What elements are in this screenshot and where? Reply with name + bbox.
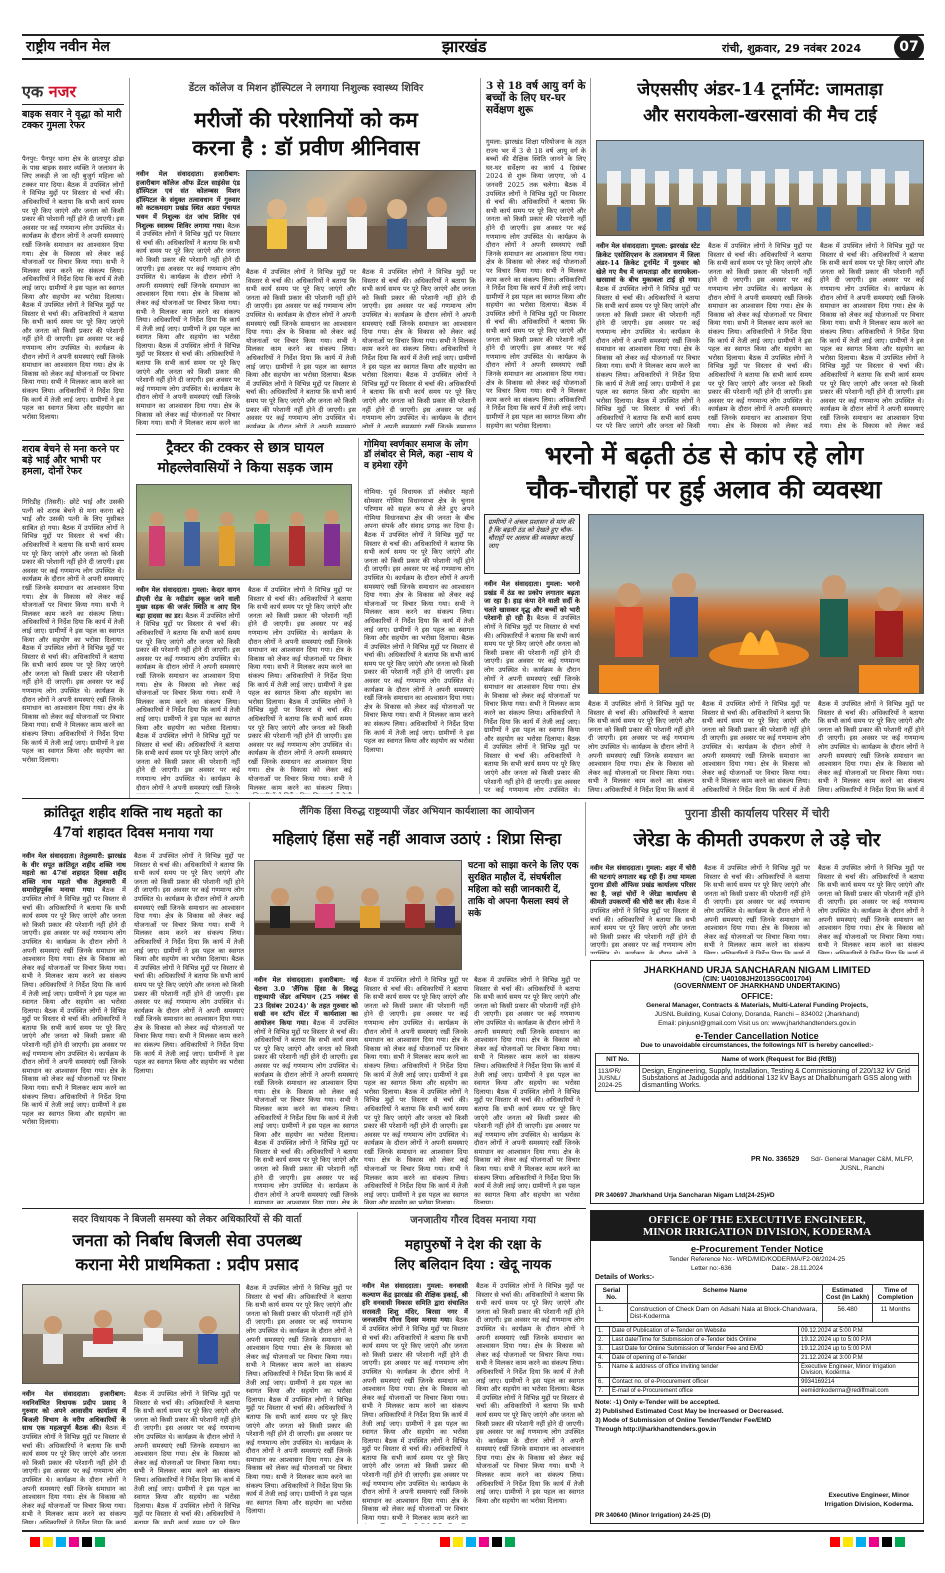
koderma-ref-no: Tender Reference No:- WRD/MID/KODERMA/F2-08/2024-25 (669, 1256, 845, 1263)
jusnl-work-desc: Design, Engineering, Supply, Installation, Testing & Commissioning of 220/132 kV Grid Substations at Jadugoda and additional 132 kV Bays at Dhalbhumgarh GSS along with dismantling Works. (640, 1066, 919, 1092)
color-registration-bar-left (30, 1537, 105, 1547)
ek-nazar-story1-body (22, 155, 124, 435)
dental-body-col2 (246, 268, 356, 428)
bonfire-body-col1 (484, 580, 580, 794)
filler-text (248, 586, 352, 794)
koderma-tender-ad (590, 1210, 924, 1524)
koderma-col-scheme: Scheme Name (628, 1285, 823, 1304)
table-row (596, 1354, 919, 1363)
theft-lead: नवीन मेल संवाददाता। गुमला: शहर में चोरी की घटनाएं लगातार बढ़ रही हैं। तथा मामला पुराना डीसी ऑफिस प्रखंड कार्यालय परिसर का है, जहां चोरों ने जेरेडा कार्यालय से कीमती उपकरणों की चोरी कर ली। (590, 864, 696, 907)
gender-lead: नवीन मेल संवाददाता। हजारीबाग: नई चेतना 3.0 'लैंगिक हिंसा के विरुद्ध राष्ट्रव्यापी जेंडर अभियान (25 नवंबर से 23 दिसंबर 2024)' के तहत गुरुवार को सखी वन स्टॉप सेंटर में कार्यशाला का आयोजन किया गया। (254, 976, 358, 1027)
jusnl-office-line1: General Manager, Contracts & Materials, Multi-Lateral Funding Projects, (646, 1002, 868, 1009)
paper-name: राष्ट्रीय नवीन मेल (26, 39, 110, 55)
filler-text (486, 181, 586, 430)
filler-text (590, 898, 696, 954)
koderma-signatory: Executive Engineer, Minor Irrigation Division, Koderma. (824, 1492, 914, 1508)
bonfire-lead: नवीन मेल संवाददाता। गुमला: भरनो प्रखंड में ठंड का प्रकोप लगातार बढ़ता जा रहा है। हाड़ कंपा देने वाली सर्दी के चलते खासकर वृद्ध और बच्चों को भारी परेशानी हो रही है। (484, 580, 580, 623)
jsca-body-col2 (708, 242, 812, 428)
jsca-team-photo (596, 140, 924, 236)
filler-text (22, 1424, 126, 1524)
masthead (22, 34, 924, 60)
koderma-row-time: 11 Months (873, 1304, 919, 1323)
pradeep-body-col2 (134, 1390, 240, 1524)
dental-camp-photo (246, 170, 476, 262)
ek-nazar-story2-body (22, 498, 124, 794)
color-swatch (30, 1537, 40, 1547)
color-swatch (95, 1537, 105, 1547)
filler-text (134, 852, 244, 1075)
koderma-footer: PR 340640 (Minor Irrigation) 24-25 (D) (595, 1512, 711, 1519)
filler-text (364, 531, 474, 754)
jsca-headline-line1: जेएससीए अंडर-14 टूर्नामेंट: जामताड़ा (637, 80, 883, 100)
jsca-body-col3 (820, 242, 924, 428)
jsca-lead: नवीन मेल संवाददाता। गुमला: झारखंड स्टेट क्रिकेट एसोसिएशन के तत्वावधान में जिला अंडर-14 क्रिकेट टूर्नामेंट में गुरुवार को खेले गए मैच में जामताड़ा और सरायकेला-खरसावां के बीच मुकाबला टाई हो गया। (596, 242, 700, 285)
schedule-label: Date of Publication of e-Tender on Website (610, 1327, 799, 1336)
ek-nazar-prefix: एक (22, 82, 49, 101)
color-swatch (830, 1537, 840, 1547)
color-swatch (882, 1537, 892, 1547)
tractor-body-col2 (248, 586, 352, 794)
gender-headline: महिलाएं हिंसा सहें नहीं आवाज उठाएं : शिप्रा सिन्हा (272, 829, 562, 848)
filler-text (362, 1316, 468, 1524)
ek-nazar-label (22, 80, 124, 102)
column-rule (357, 1212, 358, 1524)
dateline: रांची, शुक्रवार, 29 नवंबर 2024 (722, 42, 862, 55)
koderma-letter-line (595, 1264, 919, 1273)
divider (136, 434, 924, 435)
jusnl-footer: PR 340697 Jharkhand Urja Sancharan Nigam Ltd(24-25)#D (595, 1192, 775, 1199)
pradeep-meeting-photo (22, 1284, 240, 1384)
dental-lead: नवीन मेल संवाददाता। हजारीबाग: हजारीबाग कॉलेज ऑफ डेंटल साइंसेस एंड हॉस्पिटल एवं संत कोलम्बस मिशन हॉस्पिटल के संयुक्त तत्वावधान में गुरुवार को कटकमदाग प्रखंड स्थित अडरा पंचायत भवन में निशुल्क दंत जांच शिविर एवं निशुल्क स्वास्थ्य शिविर लगाया गया। (136, 170, 240, 230)
pradeep-body-col1 (22, 1390, 126, 1524)
schedule-value: 21.12.2024 at 3:00 P.M (799, 1354, 919, 1363)
koderma-office-title-box (591, 1211, 923, 1241)
koderma-schedule-table (595, 1326, 919, 1396)
schedule-no: 6. (596, 1378, 610, 1387)
jusnl-col-work: Name of work (Request for Bid (RfB)) (640, 1054, 919, 1066)
filler-text (364, 976, 468, 1204)
jusnl-col-nit: NIT No. (596, 1054, 640, 1066)
nayak-body-col1 (362, 1282, 468, 1524)
filler-text (136, 222, 240, 428)
schedule-no: 1. (596, 1327, 610, 1336)
koderma-note1: Note: -1) Only e-Tender will be accepted. (595, 1399, 720, 1406)
nayak-headline-line1: महापुरुषों ने देश की रक्षा के (404, 1237, 542, 1253)
gender-workshop-photo (254, 860, 462, 970)
workshop-photo-icon (255, 861, 462, 970)
jusnl-office-line3: Email: pinjusnl@gmail.com Visit us on: www.jharkhandtenders.gov.in (658, 1020, 856, 1027)
page-number: 07 (894, 34, 924, 60)
koderma-row-no: 1. (596, 1304, 628, 1323)
gender-body-col3 (474, 976, 580, 1204)
color-swatch (82, 1537, 92, 1547)
dental-headline-line1: मरीजों की परेशानियों को कम (194, 107, 418, 132)
dental-headline-line2: करना है : डॉ प्रवीण श्रीनिवास (192, 135, 420, 160)
koderma-col-time: Time of Completion (873, 1285, 919, 1304)
color-swatch (440, 1537, 450, 1547)
filler-text (596, 285, 700, 428)
gender-pullquote (468, 860, 580, 970)
schedule-value: 9934169214 (799, 1378, 919, 1387)
jusnl-office-label: OFFICE: (741, 992, 773, 1001)
filler-text (22, 181, 124, 421)
pradeep-kicker: सदर विधायक ने बिजली समस्या को लेकर अधिकारियों से की वार्ता (72, 1214, 302, 1225)
koderma-office-title-line1: OFFICE OF THE EXECUTIVE ENGINEER, (648, 1214, 866, 1226)
dental-body-col3 (362, 268, 476, 428)
theft-headline: जेरेडा के कीमती उपकरण ले उड़े चोर (633, 830, 881, 851)
schedule-no: 2. (596, 1336, 610, 1345)
filler-text (818, 700, 924, 794)
table-row (596, 1304, 919, 1323)
schedule-no: 7. (596, 1387, 610, 1396)
color-swatch (843, 1537, 853, 1547)
schedule-label: Name & address of office inviting tender (610, 1363, 799, 1378)
filler-text (22, 524, 124, 764)
team-photo-icon (597, 141, 924, 236)
theft-body-col1 (590, 864, 696, 954)
ek-nazar-story1-lead: पैनपुर: पैनपुर थाना क्षेत्र के छातापुर ढोढ़ा के पास बाइक सवार व्यक्ति ने जलावन के लिए लकड़ी ले जा रही बुजुर्ग महिला को टक्कर मार दिया। (22, 155, 124, 189)
meeting-photo-icon (23, 1285, 240, 1384)
filler-text (362, 268, 476, 428)
table-row (596, 1345, 919, 1354)
pradeep-body-col3 (246, 1284, 352, 1524)
section-name: झारखंड (442, 37, 487, 56)
color-swatch (492, 1537, 502, 1547)
table-row (596, 1054, 919, 1066)
koderma-notice-title: e-Procurement Tender Notice (690, 1244, 824, 1255)
divider (22, 798, 924, 799)
column-rule (249, 802, 250, 1204)
shaheed-lead: नवीन मेल संवाददाता। तेतुलमारी: झारखंड के वीर सपूत क्रांतिदूत शहीद शक्ति नाथ महतो का 47वां शहादत दिवस शहीद शक्ति नाथ महतो चौक तेतुलमारी में समारोहपूर्वक मनाया गया। (22, 852, 126, 895)
nayak-body-col2 (476, 1282, 584, 1524)
color-swatch (466, 1537, 476, 1547)
jusnl-notice-subtitle: Due to unavoidable circumstances, the followings NIT is hereby cancelled:- (640, 1042, 874, 1049)
gomia-headline: गोमिया स्वर्णकार समाज के लोग डॉ लंबोदर से मिले, कहा -साथ थे व हमेशा रहेंगे (364, 440, 473, 471)
schedule-label: Date of opening of e-Tender (610, 1354, 799, 1363)
filler-text (134, 1390, 240, 1524)
bonfire-pullquote (484, 514, 580, 574)
road-block-photo (136, 484, 352, 580)
koderma-office-title-line2: MINOR IRRIGATION DIVISION, KODERMA (642, 1226, 872, 1238)
shaheed-body-col1 (22, 852, 126, 1204)
color-registration-bar-middle (440, 1537, 515, 1547)
filler-text (254, 1019, 358, 1204)
jusnl-company: JHARKHAND URJA SANCHARAN NIGAM LIMITED (643, 965, 871, 976)
jusnl-pr-no: PR No. 336529 (751, 1156, 800, 1163)
filler-text (136, 612, 240, 794)
jusnl-office-line2: JUSNL Building, Kusai Colony, Doranda, Ranchi – 834002 (Jharkhand) (654, 1011, 860, 1018)
tractor-headline-line1: ट्रैक्टर की टक्कर से छात्र घायल (166, 440, 324, 456)
table-row (596, 1066, 919, 1092)
shaheed-body-col2 (134, 852, 244, 1204)
table-row (596, 1336, 919, 1345)
filler-text (476, 1282, 584, 1505)
survey-body (486, 138, 586, 430)
theft-body-col2 (704, 864, 810, 954)
gender-body-col1 (254, 976, 358, 1204)
pradeep-headline-line1: जनता को निर्बाध बिजली सेवा उपलब्ध (72, 1231, 302, 1250)
table-row (596, 1327, 919, 1336)
koderma-date: Date:- 28.11.2024 (771, 1265, 824, 1272)
tractor-body-col1 (136, 586, 240, 794)
schedule-value: Executive Engineer, Minor Irrigation Division, Koderma (799, 1363, 919, 1378)
people-photo-icon (247, 171, 476, 262)
color-swatch (56, 1537, 66, 1547)
bonfire-headline-line2: चौक-चौराहों पर हुई अलाव की व्यवस्था (526, 475, 882, 504)
pradeep-lead: नवीन मेल संवाददाता। हजारीबाग: नवनिर्वाचित विधायक प्रदीप प्रसाद ने गुरुवार को अपने आवासीय कार्यालय में बिजली विभाग के वरीय अधिकारियों के साथ एक महत्वपूर्ण बैठक की। (22, 1390, 126, 1433)
color-registration-bar-right (830, 1537, 905, 1547)
schedule-label: E-mail of e-Procurement office (610, 1387, 799, 1396)
filler-text (818, 864, 924, 954)
filler-text (246, 268, 356, 428)
schedule-value: 19.12.2024 up to 5:00 P.M (799, 1336, 919, 1345)
color-swatch (895, 1537, 905, 1547)
color-swatch (43, 1537, 53, 1547)
divider (22, 1208, 586, 1209)
jusnl-signatory: Sd/- General Manager C&M, MLFP, JUSNL, Ranchi (810, 1156, 914, 1172)
column-rule (479, 438, 480, 794)
jusnl-nit-table (595, 1053, 919, 1092)
dental-kicker: डेंटल कॉलेज व मिशन हॉस्पिटल ने लगाया निशुल्क स्वास्थ्य शिविर (188, 83, 424, 94)
jusnl-nit-no: 113/PR/ JUSNL/ 2024-25 (596, 1066, 640, 1092)
ek-nazar-story1-headline: बाइक सवार ने वृद्धा को मारी टक्कर गुमला रेफर (22, 109, 122, 131)
jusnl-tender-ad (590, 960, 924, 1204)
table-row (596, 1285, 919, 1304)
koderma-note3: 3) Mode of Submission of Online Tender/Tender Fee/EMD Through http://jharkhandtenders.gov.in (595, 1417, 772, 1433)
bonfire-body-col2 (588, 700, 694, 794)
tractor-lead: नवीन मेल संवाददाता। गुमला: केदार वागन डीएवी रोड के नदीडांग स्कूल जाने वाली मुख्य सड़क की जर्जर स्थिति व आए दिन बड़ा हादसा का डर। (136, 586, 240, 620)
filler-text (246, 1284, 352, 1515)
filler-text (708, 242, 812, 428)
schedule-value: 09.12.2024 at 5:00 P.M (799, 1327, 919, 1336)
ek-nazar-story2-lead: गिरिडीह (तिसरी): छोटे भाई और उसकी पत्नी को शराब बेचने से मना करना बड़े भाई और उसकी पत्नी के लिए मुसीबत साबित हो गया। (22, 498, 124, 532)
color-swatch (856, 1537, 866, 1547)
gomia-lead: गोमिया: पूर्व विधायक डॉ लंबोदर महतो सोमवार गोमिया विधानसभा क्षेत्र के चुनाव परिणाम को सहज रूप से लेते हुए अपने गोमिया विधानसभा क्षेत्र की जनता के बीच अपना संपर्क और संवाद प्रगाढ़ कर दिया है। (364, 488, 474, 531)
bottom-rule (22, 1530, 924, 1532)
jsca-body-col1 (596, 242, 700, 428)
nayak-lead: नवीन मेल संवाददाता। गुमला: वनवासी कल्याण केंद्र झारखंड की शैक्षिक इकाई, श्री हरि वनवासी विकास समिति द्वारा संचालित सरस्वती शिशु मंदिर, बिरसा नगर में जनजातीय गौरव दिवस मनाया गया। (362, 1282, 468, 1325)
filler-text (22, 886, 126, 1126)
jsca-headline-line2: और सरायकेला-खरसावां की मैच टाई (643, 106, 877, 126)
shaheed-headline-line2: 47वां शहादत दिवस मनाया गया (53, 825, 213, 841)
tractor-headline-line2: मोहल्लेवासियों ने किया सड़क जाम (157, 460, 333, 476)
color-swatch (453, 1537, 463, 1547)
shaheed-headline-line1: क्रांतिदूत शहीद शक्ति नाथ महतो का (44, 805, 222, 821)
column-rule (480, 78, 481, 428)
koderma-letter-no: Letter no:-636 (690, 1265, 732, 1272)
schedule-no: 4. (596, 1354, 610, 1363)
nayak-kicker: जनजातीय गौरव दिवस मनाया गया (410, 1215, 536, 1226)
bonfire-headline-line1: भरनो में बढ़ती ठंड से कांप रहे लोग (544, 441, 864, 470)
schedule-no: 5. (596, 1363, 610, 1378)
filler-text (588, 700, 694, 794)
table-row (596, 1387, 919, 1396)
divider (22, 440, 124, 441)
bonfire-pullquote-text: ग्रामीणों ने अंचल प्रशासन से मांग की है कि बढ़ती ठंड को देखते हुए चौक-चौराहों पर अलाव की व्यवस्था कराई जाए (488, 518, 575, 550)
koderma-details-label: Details of Works:- (595, 1274, 655, 1281)
filler-text (704, 864, 810, 954)
table-row (596, 1363, 919, 1378)
ek-nazar-highlight: नजर (48, 82, 77, 101)
color-swatch (479, 1537, 489, 1547)
koderma-note2: 2) Published Estimated Cost May be Increased or Decreased. (595, 1408, 784, 1415)
koderma-row-cost: 56.480 (823, 1304, 873, 1323)
gender-kicker: लैंगिक हिंसा विरुद्ध राष्ट्रव्यापी जेंडर अभियान कार्यशाला का आयोजन (299, 806, 535, 817)
ek-nazar-story2-headline: शराब बेचने से मना करने पर बड़े भाई और भाभी पर हमला, दोनों रेफर (22, 444, 120, 477)
theft-body-col3 (818, 864, 924, 954)
bonfire-body-col3 (702, 700, 810, 794)
schedule-value: 19.12.2024 up to 5:00 P.M (799, 1345, 919, 1354)
koderma-row-scheme: Construction of Check Dam on Adsahi Nala at Block-Chandwara, Dist-Koderma (628, 1304, 823, 1323)
bonfire-photo (588, 514, 924, 694)
bonfire-scene-icon (589, 515, 924, 694)
survey-lead: गुमला: झारखंड शिक्षा परियोजना के तहत राज्य भर में 3 से 18 वर्ष आयु वर्ग के बच्चों की शैक्षिक स्थिति जानने के लिए घर-घर सर्वेक्षण का कार्य 4 दिसंबर 2024 से शुरू किया जाएगा, जो 4 जनवरी 2025 तक चलेगा। (486, 138, 586, 189)
color-swatch (69, 1537, 79, 1547)
column-rule (585, 802, 586, 956)
schedule-label: Last date/Time for Submission of e-Tender bids Online (610, 1336, 799, 1345)
color-swatch (505, 1537, 515, 1547)
gomia-body (364, 488, 474, 794)
gender-body-col2 (364, 976, 468, 1204)
crowd-photo-icon (137, 485, 352, 580)
column-rule (129, 78, 130, 798)
ek-nazar-rule (22, 104, 124, 105)
gender-pullquote-text: घटना को साझा करने के लिए एक सुरक्षित माहौल दें, संघर्षशील महिला को सही जानकारी दें, ताकि वो अपना फैसला स्वयं ले सके (468, 861, 579, 919)
table-row (596, 1378, 919, 1387)
theft-kicker: पुराना डीसी कार्यालय परिसर में चोरी (684, 807, 830, 820)
schedule-no: 3. (596, 1345, 610, 1354)
schedule-value: eemiidnkoderma@rediffmail.com (799, 1387, 919, 1396)
survey-headline: 3 से 18 वर्ष आयु वर्ग के बच्चों के लिए घर-घर सर्वेक्षण शुरू (486, 80, 586, 117)
jusnl-notice-title: e-Tender Cancellation Notice (695, 1031, 819, 1041)
filler-text (702, 700, 810, 794)
filler-text (484, 614, 580, 794)
bonfire-body-col4 (818, 700, 924, 794)
column-rule (590, 78, 591, 428)
schedule-label: Contact no. of e-Procurement officer (610, 1378, 799, 1387)
color-swatch (869, 1537, 879, 1547)
filler-text (474, 976, 580, 1204)
jusnl-cin: (CIN: U40108JH2013SGC001704) (702, 976, 812, 983)
dental-body-col1 (136, 170, 240, 428)
koderma-col-cost: Estimated Cost (In Lakh) (823, 1285, 873, 1304)
jusnl-undertaking: (GOVERNMENT OF JHARKHAND UNDERTAKING) (674, 983, 840, 990)
pradeep-headline-line2: कराना मेरी प्राथमिकता : प्रदीप प्रसाद (75, 1255, 299, 1274)
schedule-label: Last Date for Online Submission of Tender Fee and EMD (610, 1345, 799, 1354)
column-rule (358, 438, 359, 794)
koderma-works-table (595, 1284, 919, 1323)
filler-text (820, 242, 924, 428)
nayak-headline-line2: लिए बलिदान दिया : खेदू नायक (394, 1257, 552, 1273)
koderma-col-serial: Serial No. (596, 1285, 628, 1304)
